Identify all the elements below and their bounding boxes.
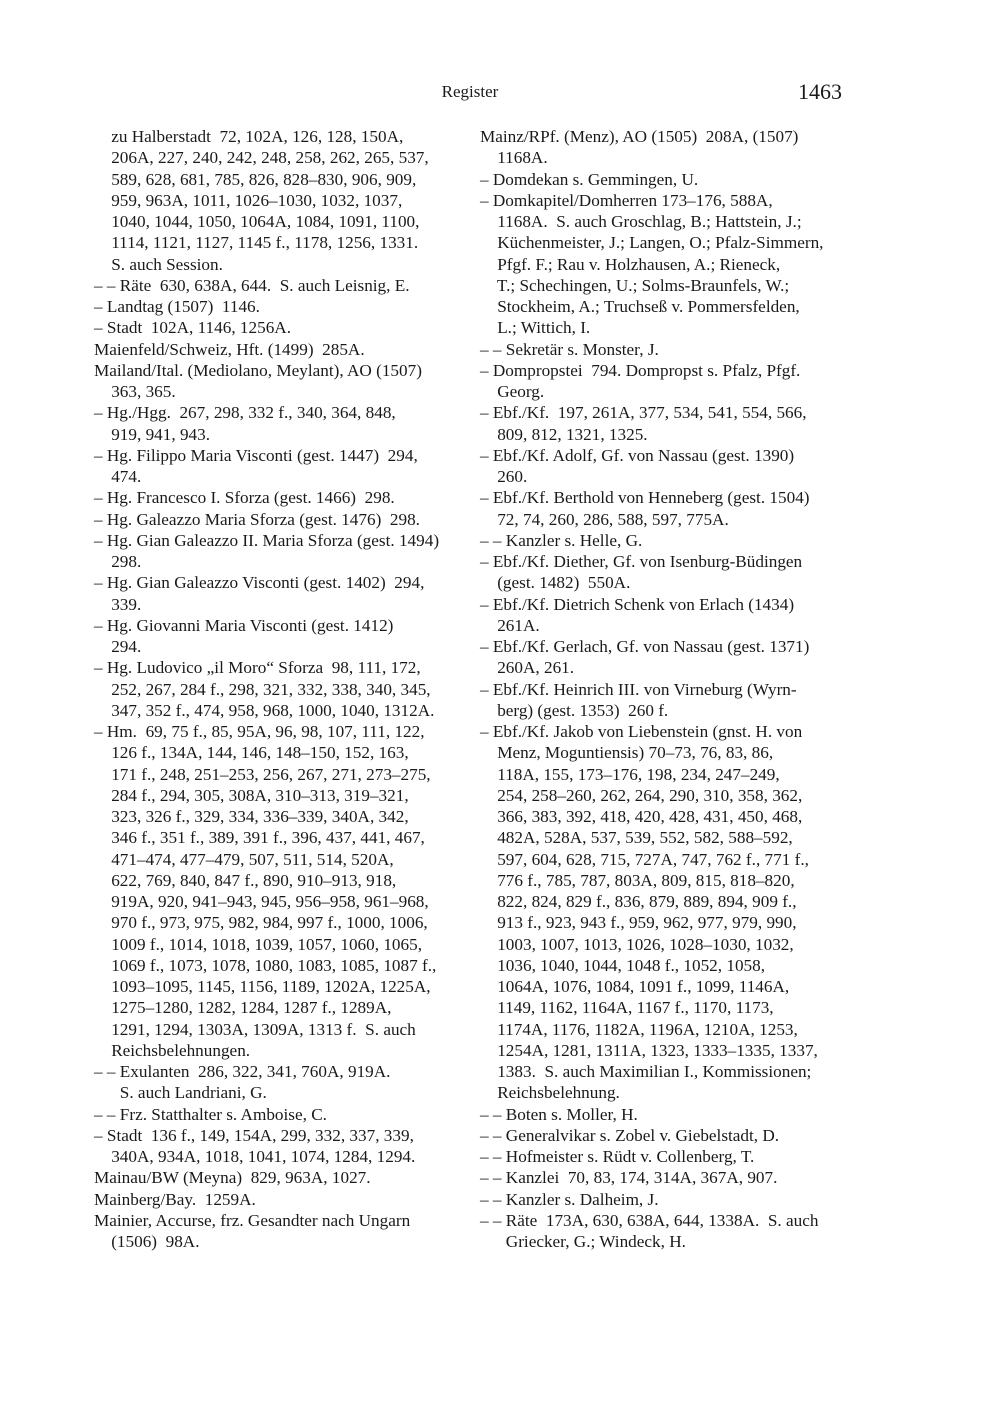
index-line: 1064A, 1076, 1084, 1091 f., 1099, 1146A, — [480, 977, 790, 996]
index-line: – Stadt 102A, 1146, 1256A. — [94, 318, 292, 338]
index-line: 366, 383, 392, 418, 420, 428, 431, 450, 468, — [480, 807, 803, 826]
index-line: 1291, 1294, 1303A, 1309A, 1313 f. S. auch — [94, 1019, 416, 1039]
index-line: Mainz/RPf. (Menz), AO (1505) 208A, (1507) — [480, 127, 799, 146]
index-line: 171 f., 248, 251–253, 256, 267, 271, 273–275, — [94, 764, 431, 784]
index-line: S. auch Landriani, G. — [94, 1083, 267, 1103]
index-line: – – Kanzler s. Helle, G. — [480, 530, 643, 550]
index-line: – – Räte 630, 638A, 644. S. auch Leisnig, E. — [94, 275, 410, 295]
index-line: 1009 f., 1014, 1018, 1039, 1057, 1060, 1065, — [94, 934, 422, 954]
index-line: 1383. S. auch Maximilian I., Kommissionen; — [480, 1062, 812, 1081]
index-line: – Ebf./Kf. Jakob von Liebenstein (gnst. H. von — [480, 722, 803, 741]
index-line: 363, 365. — [94, 382, 176, 401]
index-line: 913 f., 923, 943 f., 959, 962, 977, 979, 990, — [480, 913, 797, 933]
index-line: – Hm. 69, 75 f., 85, 95A, 96, 98, 107, 111, 122, — [94, 722, 425, 741]
index-line: Menz, Moguntiensis) 70–73, 76, 83, 86, — [480, 743, 774, 763]
index-line: Mainier, Accurse, frz. Gesandter nach Ungarn — [94, 1210, 411, 1230]
index-line: 260. — [480, 467, 528, 486]
index-line: 260A, 261. — [480, 658, 575, 678]
index-line: Griecker, G.; Windeck, H. — [480, 1232, 686, 1251]
index-line: – Ebf./Kf. 197, 261A, 377, 534, 541, 554, 566, — [480, 403, 807, 423]
index-line: – – Boten s. Moller, H. — [480, 1104, 638, 1124]
index-line: 126 f., 134A, 144, 146, 148–150, 152, 163, — [94, 743, 409, 763]
index-line: (gest. 1482) 550A. — [480, 573, 631, 593]
page-number: 1463 — [798, 79, 842, 104]
page-title: Register — [441, 82, 499, 101]
index-line: 254, 258–260, 262, 264, 290, 310, 358, 362, — [480, 785, 803, 805]
index-line: Mainau/BW (Meyna) 829, 963A, 1027. — [94, 1168, 371, 1188]
index-line: – Hg. Ludovico „il Moro“ Sforza 98, 111, 172, — [94, 658, 421, 678]
index-line: 1168A. S. auch Groschlag, B.; Hattstein, J.; — [480, 212, 802, 231]
index-line: 1168A. — [480, 148, 548, 168]
index-line: 261A. — [480, 615, 540, 635]
index-line: 1069 f., 1073, 1078, 1080, 1083, 1085, 1087 f., — [94, 955, 437, 975]
index-line: 298. — [94, 552, 142, 571]
index-line: 1036, 1040, 1044, 1048 f., 1052, 1058, — [480, 955, 766, 975]
index-line: – – Hofmeister s. Rüdt v. Collenberg, T. — [480, 1147, 755, 1166]
index-line: 809, 812, 1321, 1325. — [480, 424, 648, 444]
index-line: Mainberg/Bay. 1259A. — [94, 1189, 256, 1209]
index-line: Stockheim, A.; Truchseß v. Pommersfelden, — [480, 297, 800, 316]
index-line: 622, 769, 840, 847 f., 890, 910–913, 918, — [94, 870, 397, 890]
index-line: L.; Wittich, I. — [480, 318, 591, 338]
index-line: 323, 326 f., 329, 334, 336–339, 340A, 342, — [94, 807, 409, 826]
index-line: berg) (gest. 1353) 260 f. — [480, 700, 669, 720]
index-line: – Hg./Hgg. 267, 298, 332 f., 340, 364, 848, — [94, 403, 396, 423]
index-line: – Ebf./Kf. Dietrich Schenk von Erlach (1434) — [480, 594, 795, 614]
index-line: – – Räte 173A, 630, 638A, 644, 1338A. S. auch — [480, 1210, 819, 1230]
index-line: – Stadt 136 f., 149, 154A, 299, 332, 337, 339, — [94, 1125, 414, 1145]
index-line: 822, 824, 829 f., 836, 879, 889, 894, 909 f., — [480, 892, 797, 911]
index-line: – Ebf./Kf. Berthold von Henneberg (gest. 1504) — [480, 488, 810, 508]
index-line: – Hg. Gian Galeazzo Visconti (gest. 1402) 294, — [94, 573, 425, 593]
index-line: 252, 267, 284 f., 298, 321, 332, 338, 340, 345, — [94, 679, 431, 699]
index-line: – Ebf./Kf. Adolf, Gf. von Nassau (gest. 1390) — [480, 445, 795, 465]
index-line: 1003, 1007, 1013, 1026, 1028–1030, 1032, — [480, 934, 794, 954]
index-line: 597, 604, 628, 715, 727A, 747, 762 f., 771 f., — [480, 849, 809, 869]
index-line: – Dompropstei 794. Dompropst s. Pfalz, Pfgf. — [480, 360, 801, 380]
index-line: – – Kanzler s. Dalheim, J. — [480, 1189, 659, 1209]
index-line: 118A, 155, 173–176, 198, 234, 247–249, — [480, 764, 780, 784]
index-line: – Ebf./Kf. Diether, Gf. von Isenburg-Büdingen — [480, 552, 803, 571]
index-line: 346 f., 351 f., 389, 391 f., 396, 437, 441, 467, — [94, 828, 425, 848]
index-line: 1275–1280, 1282, 1284, 1287 f., 1289A, — [94, 998, 392, 1018]
index-line: 1093–1095, 1145, 1156, 1189, 1202A, 1225A, — [94, 977, 431, 996]
index-line: 340A, 934A, 1018, 1041, 1074, 1284, 1294. — [94, 1147, 416, 1166]
index-line: Maienfeld/Schweiz, Hft. (1499) 285A. — [94, 339, 365, 359]
index-line: – Ebf./Kf. Heinrich III. von Virneburg (Wyrn- — [480, 679, 797, 699]
index-line: 1040, 1044, 1050, 1064A, 1084, 1091, 1100, — [94, 212, 420, 231]
index-line: Reichsbelehnung. — [480, 1083, 620, 1103]
index-line: (1506) 98A. — [94, 1232, 200, 1251]
index-line: 482A, 528A, 537, 539, 552, 582, 588–592, — [480, 828, 793, 848]
index-line: Georg. — [480, 382, 545, 401]
index-line: 970 f., 973, 975, 982, 984, 997 f., 1000, 1006, — [94, 913, 428, 933]
index-line: – Hg. Galeazzo Maria Sforza (gest. 1476) 298. — [94, 509, 420, 529]
index-line: zu Halberstadt 72, 102A, 126, 128, 150A, — [94, 127, 404, 146]
index-line: 1149, 1162, 1164A, 1167 f., 1170, 1173, — [480, 998, 774, 1018]
index-line: 919, 941, 943. — [94, 424, 211, 444]
index-line: – Hg. Gian Galeazzo II. Maria Sforza (gest. 1494) — [94, 530, 440, 550]
index-line: – – Exulanten 286, 322, 341, 760A, 919A. — [94, 1062, 391, 1081]
index-line: 72, 74, 260, 286, 588, 597, 775A. — [480, 509, 729, 529]
index-line: 589, 628, 681, 785, 826, 828–830, 906, 909, — [94, 169, 417, 189]
index-line: – – Sekretär s. Monster, J. — [480, 339, 659, 359]
index-line: Küchenmeister, J.; Langen, O.; Pfalz-Simmern, — [480, 233, 824, 253]
index-line: 1174A, 1176, 1182A, 1196A, 1210A, 1253, — [480, 1019, 798, 1039]
index-line: 1114, 1121, 1127, 1145 f., 1178, 1256, 1331. — [94, 233, 419, 253]
index-line: T.; Schechingen, U.; Solms-Braunfels, W.; — [480, 275, 790, 295]
index-line: 294. — [94, 637, 142, 656]
index-line: 919A, 920, 941–943, 945, 956–958, 961–968, — [94, 892, 429, 911]
index-line: 776 f., 785, 787, 803A, 809, 815, 818–820, — [480, 870, 795, 890]
index-line: Reichsbelehnungen. — [94, 1040, 251, 1060]
index-line: Mailand/Ital. (Mediolano, Meylant), AO (1507) — [94, 360, 422, 380]
index-line: 347, 352 f., 474, 958, 968, 1000, 1040, 1312A. — [94, 700, 435, 720]
index-line: 1254A, 1281, 1311A, 1323, 1333–1335, 1337, — [480, 1040, 818, 1060]
index-line: 959, 963A, 1011, 1026–1030, 1032, 1037, — [94, 190, 403, 210]
index-line: – Landtag (1507) 1146. — [94, 297, 260, 316]
index-line: 339. — [94, 594, 142, 614]
index-line: – – Kanzlei 70, 83, 174, 314A, 367A, 907. — [480, 1168, 778, 1188]
index-line: – Ebf./Kf. Gerlach, Gf. von Nassau (gest. 1371) — [480, 637, 810, 656]
left-column — [94, 126, 479, 1252]
index-line: 284 f., 294, 305, 308A, 310–313, 319–321, — [94, 785, 409, 805]
index-line: – Hg. Giovanni Maria Visconti (gest. 1412) — [94, 615, 394, 635]
index-line: – Domdekan s. Gemmingen, U. — [480, 169, 699, 189]
index-line: S. auch Session. — [94, 254, 223, 274]
index-line: – – Frz. Statthalter s. Amboise, C. — [94, 1104, 327, 1124]
index-line: – – Generalvikar s. Zobel v. Giebelstadt, D. — [480, 1125, 780, 1145]
index-line: 471–474, 477–479, 507, 511, 514, 520A, — [94, 849, 394, 869]
right-column — [480, 126, 855, 1252]
index-line: 474. — [94, 467, 142, 486]
index-line: – Hg. Filippo Maria Visconti (gest. 1447) 294, — [94, 445, 418, 465]
index-line: – Hg. Francesco I. Sforza (gest. 1466) 298. — [94, 488, 395, 508]
index-line: Pfgf. F.; Rau v. Holzhausen, A.; Rieneck, — [480, 254, 781, 274]
index-line: – Domkapitel/Domherren 173–176, 588A, — [480, 190, 773, 210]
index-line: 206A, 227, 240, 242, 248, 258, 262, 265, 537, — [94, 148, 429, 168]
